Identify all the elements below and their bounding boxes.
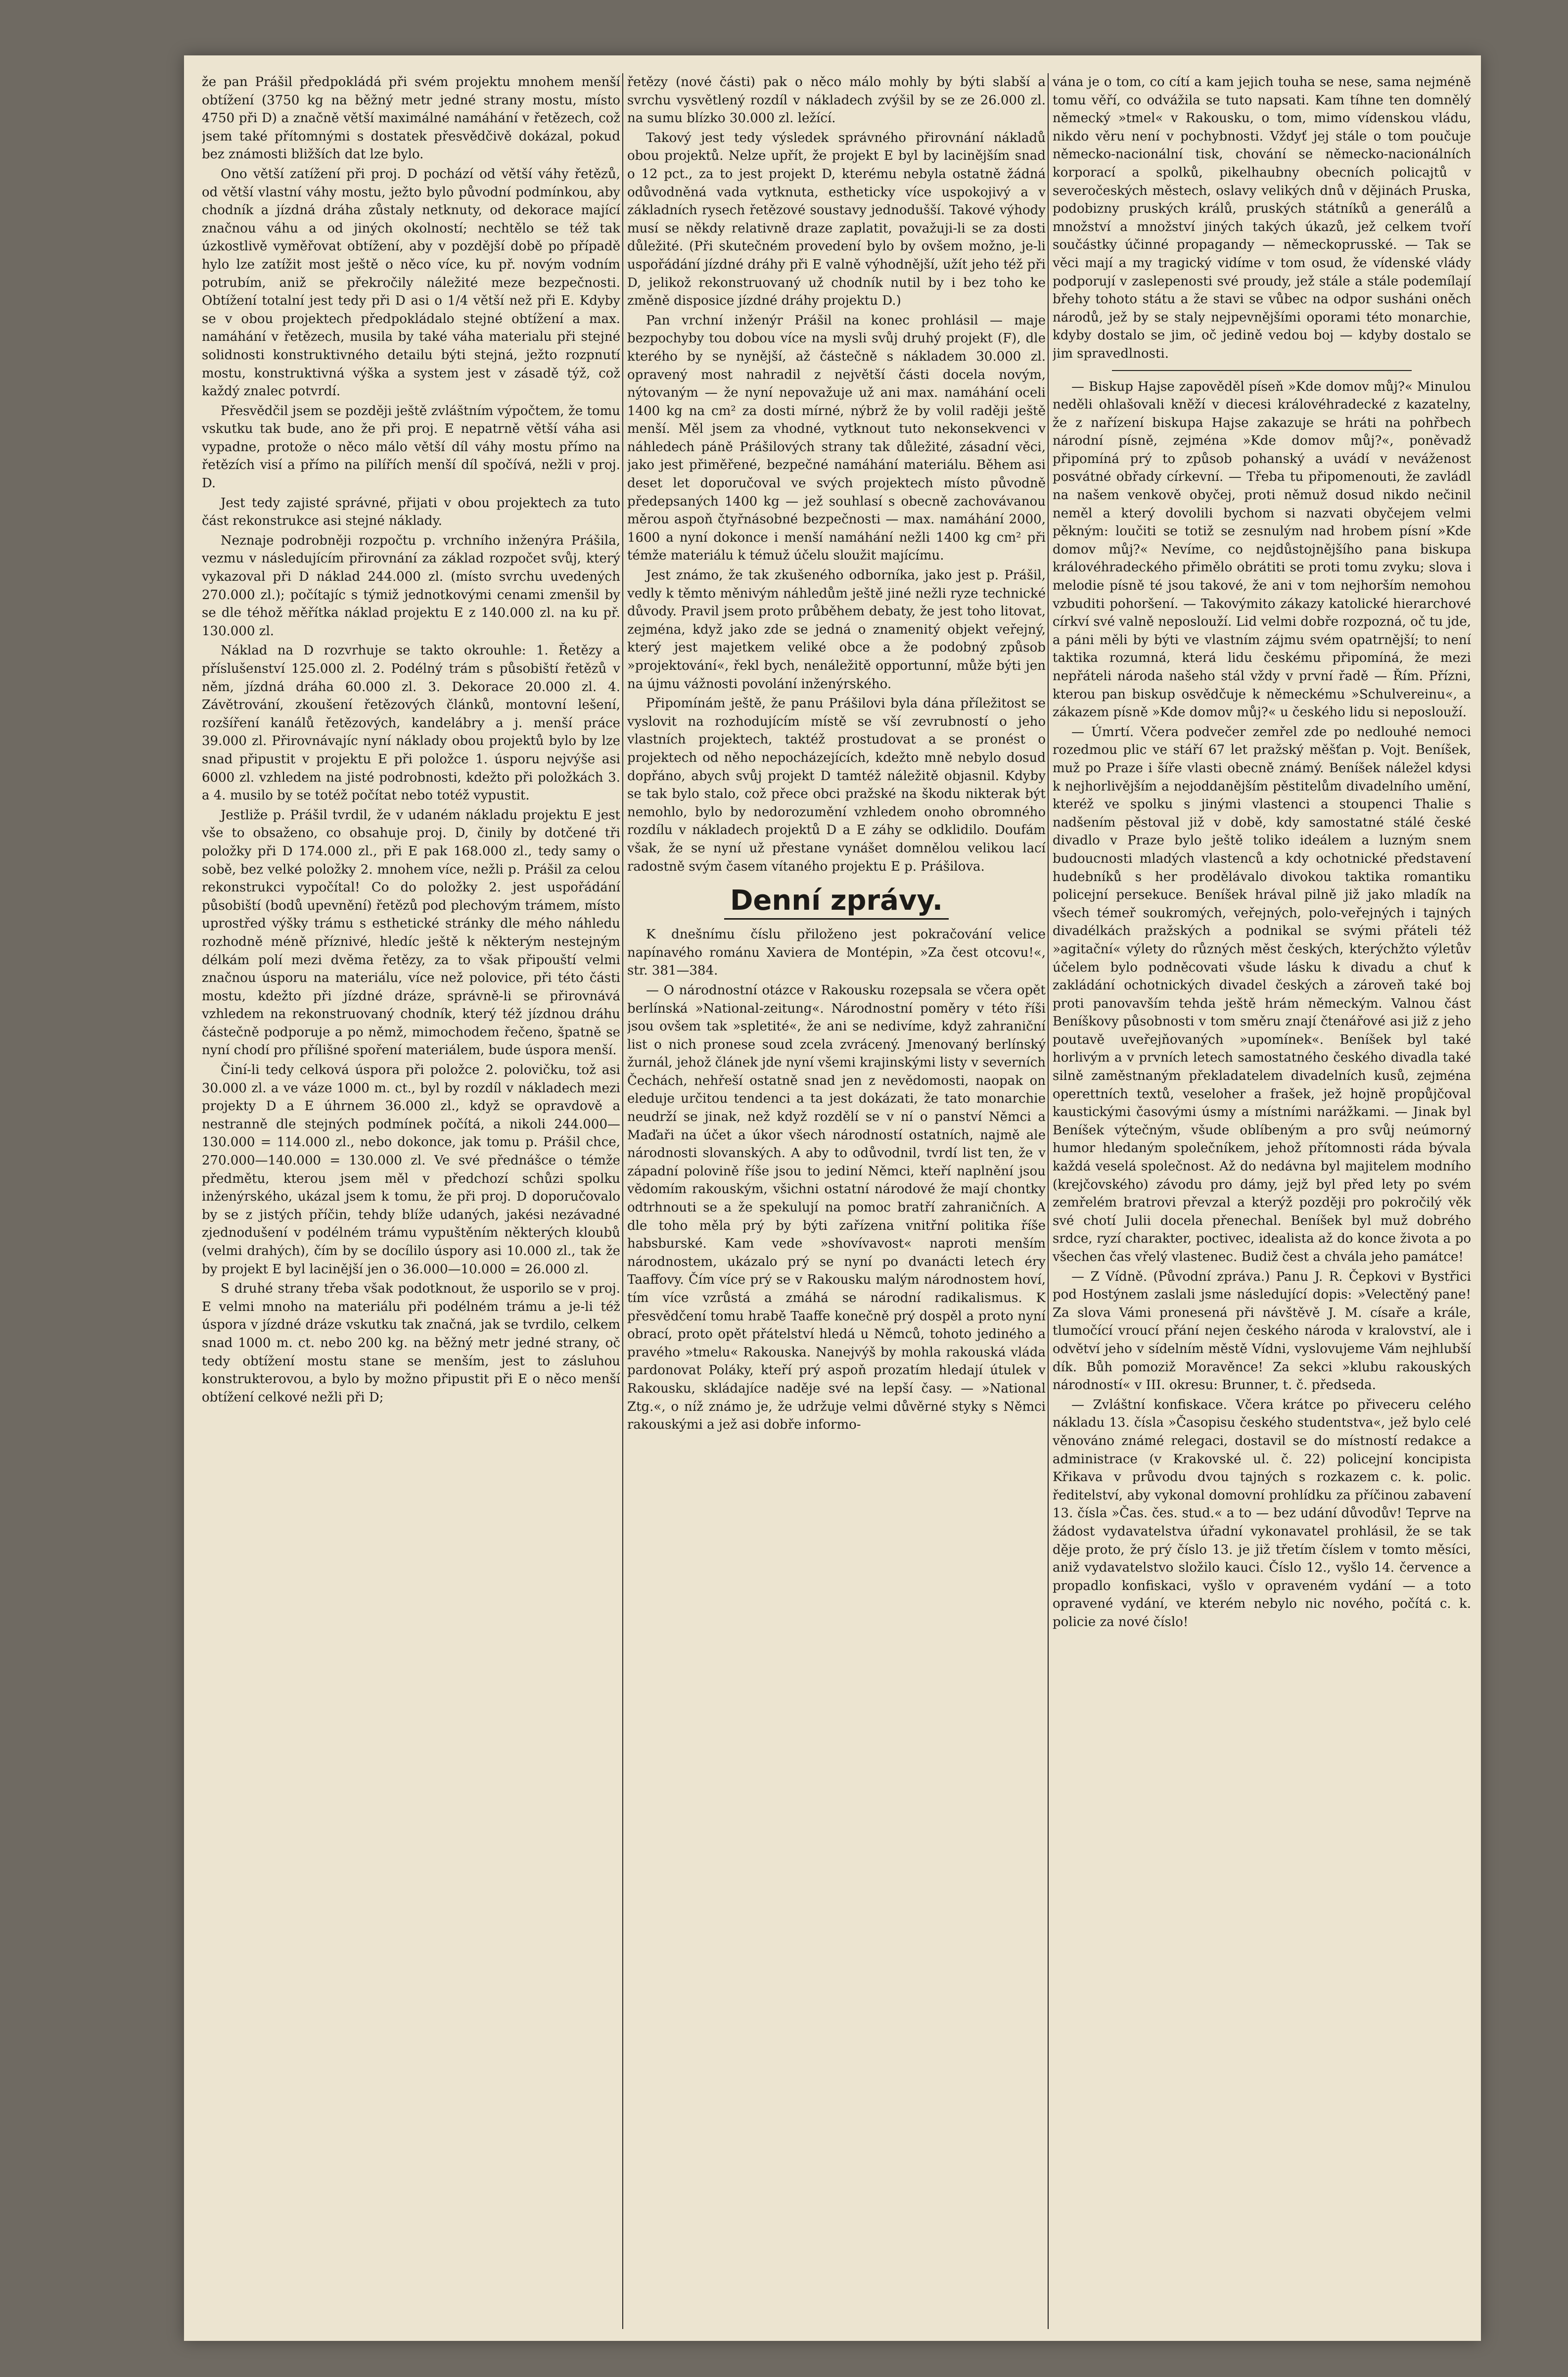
column-divider <box>1048 73 1049 2329</box>
paragraph: — O národnostní otázce v Rakousku rozepsala se včera opět berlínská »National-zeitung«. Národnostní poměry v této říši jsou ovšem tak »spletité«, že ani se nedivíme, když zahraniční list o nich pronese soud zcela zvrácený. Jmenovaný berlínský žurnál, jehož článek jde nyní všemi krajinskými listy v severních Čechách, nehřeší ostatně snad jen z nevědomosti, naopak on eleduje určitou tendenci a ta jest dokázati, že tato monarchie neudrží se jinak, než když rozdělí se v ní o panství Němci a Maďaři na účet a úkor všech národností ostatních, najmě ale národnosti slovanských. A aby to odůvodnil, tvrdí list ten, že v západní polovině říše jsou to jediní Němci, kteří naplnění jsou vědomím rakouským, všichni ostatní národové že mají chontky odtrhnouti se a že spekulují na pomoc bratří zahraničních. A dle toho měla prý by býti zařízena vnitřní politika říše habsburské. Kam vede »shovívavost« naproti menším národnostem, ukázalo prý se nyní po dvanácti letech éry Taaffovy. Čím více prý se v Rakousku malým národnostem hoví, tím více vzrůstá a zmáhá se národní radikalismus. K přesvědčení tomu hrabě Taaffe konečně prý dospěl a proto nyní obrací, proto opět přátelství hledá u Němců, tohoto jediného a pravého »tmelu« Rakouska. Nanejvýš by mohla rakouská vláda pardonovat Poláky, kteří prý aspoň prozatím hledají útulek v Rakousku, skládajíce naděje své na lepší časy. — »National Ztg.«, o níž známo je, že udržuje velmi důvěrné styky s Němci rakouskými a jež asi dobře informo- <box>627 982 1046 1433</box>
paragraph: že pan Prášil předpokládá při svém projektu mnohem menší obtížení (3750 kg na běžný metr jedné strany mostu, místo 4750 při D) a značně větší maximálné namáhání v řetězech, což jsem také přítomnými s dostatek přesvědčivě dokázal, pokud bez známosti bližších dat lze bylo. <box>202 75 620 162</box>
paragraph: vána je o tom, co cítí a kam jejich touha se nese, sama nejméně tomu věří, co odvážila se tuto napsati. Kam tíhne ten domnělý německý »tmel« v Rakousku, o tom, mimo vídenskou vládu, nikdo věru není v pochybnosti. Vždyť jej stále o tom poučuje německo-nacionální tisk, chování se německo-nacionálních korporací a spolků, pikelhaubny obecních policajtů v severočeských městech, oslavy velikých dnů v dějinách Pruska, podobizny pruských králů, pruských státníků a generálů a množství a množství jiných takých úkazů, jež celkem tvoří součástky účinné propagandy — německoprusské. — Tak se věci mají a my tragický vidíme v tom osud, že vídenské vlády podporují v zaslepenosti své proudy, jež stále a stále podemílají břehy tohoto státu a že stavi se vůbec na odpor susháni oněch národů, jež by se staly nejpevnějšími oporami této monarchie, kdyby dostalo se jim, oč jedině vedou boj — kdyby dostalo se jim spravedlnosti. <box>1053 75 1471 361</box>
paragraph: Takový jest tedy výsledek správného přirovnání nákladů obou projektů. Nelze upřít, že projekt E byl by lacinějším snad o 12 pct., za to jest projekt D, kterému nebyla ostatně žádná odůvodněná vada vytknuta, estheticky více uspokojivý a v základních rysech řetězové soustavy jednodušší. Takové výhody musí se někdy relativně draze zaplatit, považuji-li se za dosti důležité. (Při skutečném provedení bylo by ovšem možno, je-li uspořádání jízdné dráhy při E valně výhodnější, užít jeho též při D, jelikož rekonstruovaný už chodník nutil by i bez toho ke změně disposice jízdné dráhy projektu D.) <box>627 130 1046 309</box>
paragraph: Činí-li tedy celková úspora při položce 2. polovičku, tož asi 30.000 zl. a ve váze 1000 m. ct., byl by rozdíl v nákladech mezi projekty D a E úhrnem 36.000 zl., když se opravdově a nestranně dle stejných podmínek počítá, a nikoli 244.000—130.000 = 114.000 zl., nebo dokonce, jak tomu p. Prášil chce, 270.000—140.000 = 130.000 zl. Ve své přednášce o témže předmětu, kterou jsem měl v předchozí schůzi spolku inženýrského, ukázal jsem k tomu, že při proj. D doporučovalo by se z jistých příčin, tehdy blíže udaných, jakési nezávadné zjednodušení v podélném trámu vypuštěním některých kloubů (velmi drahých), čím by se docílilo úspory asi 10.000 zl., tak že by projekt E byl lacinější jen o 36.000—10.000 = 26.000 zl. <box>202 1063 620 1277</box>
paragraph: řetězy (nové části) pak o něco málo mohly by býti slabší a svrchu vysvětlený rozdíl v nákladech zvýšil by se ze 26.000 zl. na sumu blízko 30.000 zl. ležící. <box>627 75 1046 126</box>
newspaper-page <box>184 55 1481 2341</box>
column-divider <box>622 73 623 2329</box>
column-left <box>202 73 620 2329</box>
paragraph: Přesvědčil jsem se později ještě zvláštním výpočtem, že tomu vskutku tak bude, ano že při proj. E nepatrně větší váha asi vypadne, protože o něco málo větší díl váhy mostu přímo na řetězích visí a přímo na pilířích menší díl spočívá, nežli v proj. D. <box>202 403 620 491</box>
paragraph: Neznaje podrobněji rozpočtu p. vrchního inženýra Prášila, vezmu v následujícím přirovnání za základ rozpočet svůj, který vykazoval při D náklad 244.000 zl. (místo svrchu uvedených 270.000 zl.); počítajíc s týmiž jednotkovými cenami zmenšil by se dle téhož měřítka náklad projektu E z 140.000 zl. na ku př. 130.000 zl. <box>202 533 620 639</box>
paragraph: Náklad na D rozvrhuje se takto okrouhle: 1. Řetězy a příslušenství 125.000 zl. 2. Podélný trám s působiští řetězů v něm, jízdná dráha 60.000 zl. 3. Dekorace 20.000 zl. 4. Závětrování, zkoušení řetězových článků, montovní lešení, rozšíření kanálů řetězových, kandelábry a j. menší práce 39.000 zl. Přirovnávajíc nyní náklady obou projektů bylo by lze snad připustit v projektu E při položce 1. úsporu nejvýše asi 6000 zl. vzhledem na jisté podrobnosti, kdežto při položkách 3. a 4. musilo by se totéž počítat nebo totéž vypustit. <box>202 643 620 803</box>
separator <box>1112 370 1412 371</box>
paragraph: Jest tedy zajisté správné, přijati v obou projektech za tuto část rekonstrukce asi stejné náklady. <box>202 495 620 529</box>
section-heading <box>627 884 1046 920</box>
paragraph: Jest známo, že tak zkušeného odborníka, jako jest p. Prášil, vedly k těmto měnivým náhledům ještě jiné nežli ryze technické důvody. Pravil jsem proto průběhem debaty, že jest toho litovat, zejména, když jako zde se jedná o znamenitý objekt veřejný, který jest majetkem veliké obce a že podobný způsob »projektování«, řekl bych, nenáležitě opportunní, může býti jen na újmu vážnosti povolání inženýrského. <box>627 568 1046 692</box>
paragraph: S druhé strany třeba však podotknout, že usporilo se v proj. E velmi mnoho na materiálu při podélném trámu a je-li též úspora v jízdné dráze vskutku tak značná, jak se tvrdilo, celkem snad 1000 m. ct. nebo 200 kg. na běžný metr jedné strany, oč tedy obtížení mostu stane se menším, jest to zásluhou konstrukterovou, a bylo by možno připustit při E o něco menší obtížení celkové nežli při D; <box>202 1281 620 1405</box>
paragraph: Jestliže p. Prášil tvrdil, že v udaném nákladu projektu E jest vše to obsaženo, co obsahuje proj. D, činily by dotčené tři položky při D 174.000 zl., při E pak 168.000 zl., tedy samy o sobě, bez velké položky 2. mnohem více, nežli p. Prášil za celou rekonstrukci vypočítal! Co do položky 2. jest uspořádání působiští (bodů upevnění) řetězů pod plechovým trámem, místo uprostřed výšky trámu s esthetické stránky dle mého náhledu rozhodně méně příznivé, hledíc ještě k některým nestejným délkám polí mezi dvěma řetězy, za to však připouští velmi značnou úsporu na materiálu, více než polovice, při této části mostu, kdežto při jízdné dráze, správně-li se přirovnává vzhledem na rekonstruovaný chodník, který též jízdnou dráhu částečně podporuje a po němž, mimochodem řečeno, špatně se nyní chodí pro přílišné spoření materiálem, bude úspora menší. <box>202 807 620 1058</box>
paragraph: K dnešnímu číslu přiloženo jest pokračování velice napínavého románu Xaviera de Montépin, »Za čest otcovu!«, str. 381—384. <box>627 927 1046 979</box>
section-title: Denní zprávy. <box>724 884 949 920</box>
news-item: — Zvláštní konfiskace. Včera krátce po přiveceru celého nákladu 13. čísla »Časopisu českého studentstva«, jež bylo celé věnováno známé relegaci, dostavil se do místností redakce a administrace (v Krakovské ul. č. 22) policejní koncipista Křikava v průvodu dvou tajných s rozkazem c. k. polic. ředitelství, aby vykonal domovní prohlídku za příčinou zabavení 13. čísla »Čas. čes. stud.« a to — bez udání důvodův! Teprve na žádost vydavatelstva úřadní vykonavatel prohlásil, že se tak děje proto, že prý číslo 13. je již třetím číslem v tomto měsíci, aniž vydavatelstvo složilo kauci. Číslo 12., vyšlo 14. července a propadlo konfiskaci, vyšlo v opraveném vydání — a toto opravené vydání, ve kterém nebylo nic nového, počítá c. k. policie za nové číslo! <box>1053 1397 1471 1630</box>
news-item: — Z Vídně. (Původní zpráva.) Panu J. R. Čepkovi v Bystřici pod Hostýnem zaslali jsme následující dopis: »Velectěný pane! Za slova Vámi pronesená při návštěvě J. M. císaře a krále, tlumočící vroucí přání nejen českého národa v kralovství, ale i odvětví jeho v sídelním městě Vídni, vyslovujeme Vám nejhlubší dík. Bůh pomoziž Moravěnce! Za sekci »klubu rakouských národností« v III. okresu: Brunner, t. č. předseda. <box>1053 1269 1471 1393</box>
news-item: — Biskup Hajse zapověděl píseň »Kde domov můj?« Minulou neděli ohlašovali kněží v diecesi královéhradecké z kazatelny, že z nařízení biskupa Hajse zakazuje se hráti na pohřbech národní písně, zejména »Kde domov můj?«, poněvadž připomíná prý to způsob pohanský a uvádí v neváženost posvátné obřady církevní. — Třeba tu připomenouti, že zavládl na našem venkově obyčej, proti němuž dosud nikdo nečinil neměl a který dovolili bychom si nazvati obyčejem velmi pěkným: loučiti se totiž se zesnulým nad hrobem písní »Kde domov můj?« Nevíme, co nejdůstojnějšího pana biskupa královéhradeckého přimělo obrátiti se proti tomu zvyku; slova i melodie písně té jsou takové, že ani v tom nejhorším nemohou vzbuditi pohoršení. — Takovýmito zákazy katolické hierarchové církví své valně neposlouží. Lid velmi dobře rozpozná, oč tu jde, a páni měli by býti ve vlastním zájmu svém opatrnější; to není taktika rozumná, která lidu českému připomíná, že mezi nepřáteli národa našeho stál vždy v první řadě — Řím. Přízni, kterou pan biskup osvědčuje k německému »Schulvereinu«, a zákazem písně »Kde domov můj?« u českého lidu si neposlouží. <box>1053 379 1471 720</box>
paragraph: Připomínám ještě, že panu Prášilovi byla dána příležitost se vyslovit na rozhodujícím místě se vší zevrubností o jeho vlastních projektech, taktéž prostudovat a se pronést o projektech od něho nepocházejících, kdežto mně nebylo dosud dopřáno, abych svůj projekt D tamtéž náležitě objasnil. Kdyby se tak bylo stalo, což přece obci pražské na škodu nikterak být nemohlo, bylo by nedorozumění vzhledem onoho obromného rozdílu v nákladech projektů D a E záhy se odklidilo. Doufám však, že se nyní už přestane vynášet domnělou velikou lací radostně svým časem vítaného projektu E p. Prášilova. <box>627 696 1046 874</box>
news-item: — Úmrtí. Včera podvečer zemřel zde po nedlouhé nemoci rozedmou plic ve stáří 67 let pražský měšťan p. Vojt. Beníšek, muž po Praze i šíře vlasti obecně známý. Beníšek náležel kdysi k nejhorlivějším a nejoddanějším pěstitelům divadelního umění, kteréž ve spolku s jinými vlastenci a stoupenci Thalie s nadšením pěstoval již v době, kdy samostatné stálé české divadlo v Praze bylo ještě toliko ideálem a luzným snem budoucnosti mladých vlastenců a kdy ochotnické představení hudebníků s her prodělávalo divokou taktika romantiku policejní persekuce. Beníšek hrával pilně již jako mladík na všech témeř soukromých, veřejných, polo-veřejných i tajných divadélkách pražských a podnikal se svými přáteli též »agitační« výlety do různých měst českých, kterýchžto výletův účelem bylo podněcovati všude lásku k divadu a chuť k zakládání ochotnických divadel českých a zároveň také boj proti panovavším tehda ještě hrám německým. Valnou část Beníškovy působnosti v tom směru znají čtenářové asi již z jeho poutavě uveřejňovaných »upomínek«. Beníšek byl také horlivým a v prvních letech samostatného českého divadla také silně zaměstnaným překladatelem divadelních kusů, zejména operettních textů, veseloher a frašek, jež hojně propůjčoval kaustickými časovými úsmy a místními narážkami. — Jinak byl Beníšek výtečným, všude oblíbeným a pro svůj neúmorný humor hledaným společníkem, jehož přítomnosti ráda bývala každá veselá společnost. Až do nedávna byl majitelem modního (krejčovského) závodu pro dámy, jejž byl před lety po svém zemřelém bratrovi převzal a kterýž později pro pokročilý věk své chotí Julii docela přenechal. Beníšek byl muž dobrého srdce, ryzí charakter, poctivec, idealista až do konce života a po všechen čas vřelý vlastenec. Budiž čest a chvála jeho památce! <box>1053 724 1471 1264</box>
paragraph: Pan vrchní inženýr Prášil na konec prohlásil — maje bezpochyby tou dobou více na mysli svůj druhý projekt (F), dle kterého by se nynější, až částečně s nákladem 30.000 zl. opravený most nahradil z největší části docela novým, nýtovaným — že nyní nepovažuje už ani max. namáhání oceli 1400 kg na cm² za dosti mírné, nýbrž že by volil raději ještě menší. Měl jsem za vhodné, vytknout tuto nekonsekvenci v náhledech páně Prášilových strany tak důležité, zásadní věci, jako jest přiměřené, bezpečné namáhání materiálu. Během asi deset let doporučoval ve svých projektech místo původně předepsaných 1400 kg — jež souhlasí s obecně zachovávanou měrou aspoň čtyřnásobné bezpečnosti — max. namáhání 2000, 1600 a nyní dokonce i menší namáhání nežli 1400 kg cm² při témže materiálu k témuž účelu sloužit majícímu. <box>627 313 1046 563</box>
column-middle <box>627 73 1046 2329</box>
paragraph: Ono větší zatížení při proj. D pochází od větší váhy řetězů, od větší vlastní váhy mostu, ježto bylo původní podmínkou, aby chodník a jízdná dráha zůstaly netknuty, od dekorace mající značnou váhu a od jiných okolností; nechtělo se též tak úzkostlivě vyměřovat obtížení, aby v pozdější době po případě hylo lze zatížit most ještě o něco více, ku př. novým vodním potrubím, aniž se překročily náležité meze bezpečnosti. Obtížení totalní jest tedy při D asi o 1/4 větší než při E. Kdyby se v obou projektech předpokládalo stejné obtížení a max. namáhání v řetězech, musila by také váha materialu při stejné solidnosti konstruktivného detailu býti stejná, ježto rozpnutí mostu, konstruktivná výška a system jest v zásadě týž, což každý znalec potvrdí. <box>202 166 620 399</box>
column-right <box>1053 73 1471 2329</box>
